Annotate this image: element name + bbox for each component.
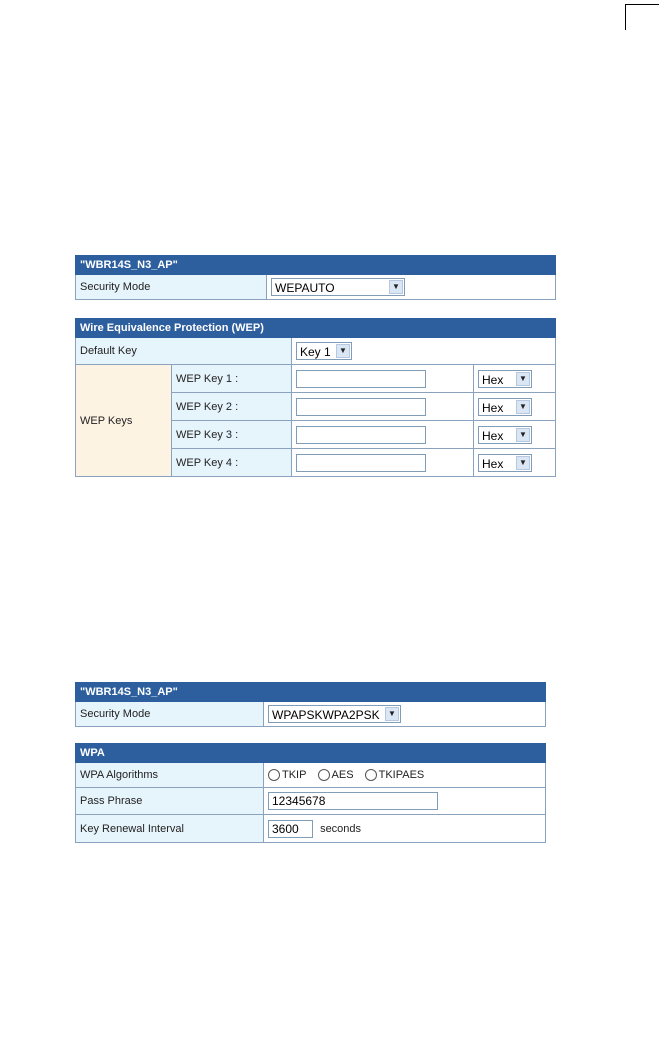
security-mode-label: Security Mode [76,702,264,727]
wep-key-3-label: WEP Key 3 : [172,421,292,449]
radio-tkip[interactable] [268,769,306,781]
pass-phrase-input[interactable] [268,792,438,810]
chevron-down-icon: ▼ [516,400,530,414]
security-mode-value: WEPAUTO [275,281,335,295]
wep-keys-label: WEP Keys [76,365,172,477]
security-mode-label: Security Mode [76,275,267,300]
default-key-value: Key 1 [300,345,331,359]
wep-key-4-format: Hex [482,456,504,471]
security-mode-select[interactable] [268,705,401,723]
key-renewal-unit: seconds [320,822,362,835]
key-renewal-label: Key Renewal Interval [76,815,264,843]
radio-circle-icon [365,769,377,781]
radio-circle-icon [318,769,330,781]
wep-key-2-input[interactable] [296,398,426,416]
wep-key-1-label: WEP Key 1 : [172,365,292,393]
ssid-header: "WBR14S_N3_AP" [76,683,546,702]
chevron-down-icon: ▼ [385,707,399,721]
pass-phrase-label: Pass Phrase [76,788,264,815]
wpa-algorithms-group [264,763,546,788]
wep-key-2-label: WEP Key 2 : [172,393,292,421]
wep-key-3-format-select[interactable] [478,426,532,444]
wpa-ssid-panel [75,682,546,727]
wep-key-1-format-select[interactable] [478,370,532,388]
wpa-panel [75,743,546,843]
chevron-down-icon: ▼ [336,344,350,358]
security-mode-select[interactable] [271,278,405,296]
default-key-label: Default Key [76,338,292,365]
chevron-down-icon: ▼ [516,372,530,386]
radio-circle-icon [268,769,280,781]
chevron-down-icon: ▼ [516,428,530,442]
wep-key-2-format: Hex [482,400,504,415]
wep-key-4-format-select[interactable] [478,454,532,472]
wep-key-2-format-select[interactable] [478,398,532,416]
radio-tkip-label: TKIP [282,768,307,781]
radio-tkipaes-label: TKIPAES [378,768,425,781]
wep-key-4-label: WEP Key 4 : [172,449,292,477]
wep-key-4-input[interactable] [296,454,426,472]
radio-aes[interactable] [318,769,354,781]
chevron-down-icon: ▼ [516,456,530,470]
wep-header: Wire Equivalence Protection (WEP) [76,319,556,338]
wep-key-3-input[interactable] [296,426,426,444]
wep-panel [75,318,556,477]
radio-tkipaes[interactable] [365,769,425,781]
wpa-header: WPA [76,744,546,763]
wep-key-1-format: Hex [482,372,504,387]
chevron-down-icon: ▼ [389,280,403,294]
ssid-header: "WBR14S_N3_AP" [76,256,556,275]
radio-aes-label: AES [331,768,354,781]
default-key-select[interactable] [296,342,352,360]
key-renewal-input[interactable] [268,820,313,838]
wep-ssid-panel [75,255,556,300]
page-corner-mark [625,4,659,30]
wpa-algorithms-label: WPA Algorithms [76,763,264,788]
security-mode-value: WPAPSKWPA2PSK [272,708,380,722]
wep-key-3-format: Hex [482,428,504,443]
wep-key-1-input[interactable] [296,370,426,388]
